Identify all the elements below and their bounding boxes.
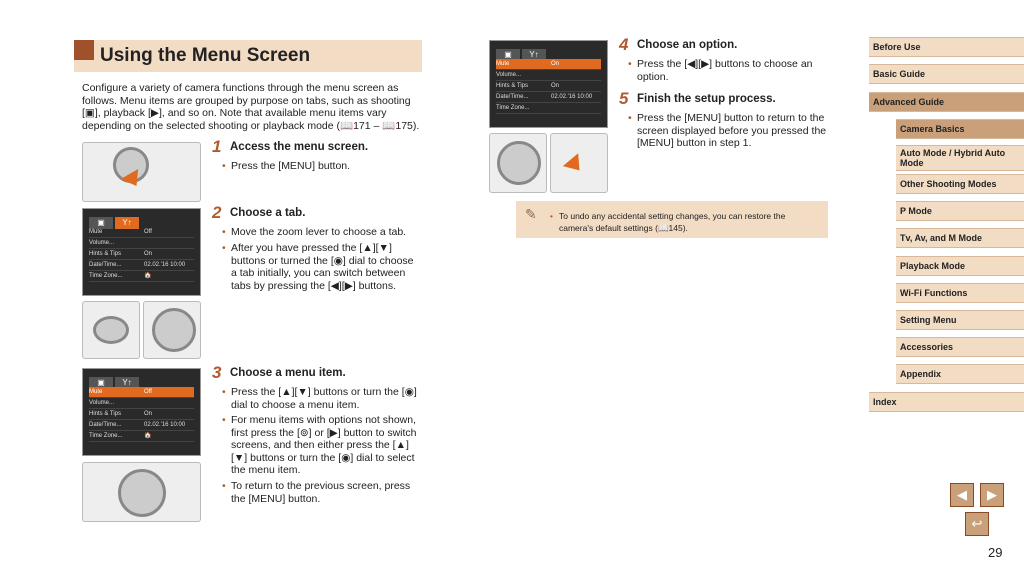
setup-tab-icon: Y↑ xyxy=(115,217,139,229)
lcd-row-selected: Mute On xyxy=(496,59,601,70)
nav-wifi-functions[interactable]: Wi-Fi Functions xyxy=(896,283,1024,303)
lcd-screen-step3 xyxy=(82,368,201,456)
step-2-title: Choose a tab. xyxy=(230,207,306,219)
lcd-screen-step2 xyxy=(82,208,201,296)
zoom-lever xyxy=(93,316,129,344)
camera-tab-icon: ▣ xyxy=(89,377,113,389)
camera-tab-icon: ▣ xyxy=(496,49,520,61)
lcd-row: Volume... xyxy=(89,398,194,409)
zoom-lever-photo xyxy=(82,301,140,359)
step-3-bullet-1: • Press the [▲][▼] buttons or turn the [◉] dial to choose a menu item. xyxy=(231,386,421,411)
step-1-bullet: • Press the [MENU] button. xyxy=(231,160,421,173)
step-4-number: 4 xyxy=(619,35,629,54)
step-3-title: Choose a menu item. xyxy=(230,367,346,379)
nav-accessories[interactable]: Accessories xyxy=(896,337,1024,357)
nav-tv-av-m-mode[interactable]: Tv, Av, and M Mode xyxy=(896,228,1024,248)
lcd-row: Date/Time... 02.02.'16 10:00 xyxy=(89,420,194,431)
menu-button-photo xyxy=(550,133,608,193)
lcd-row: Mute Off xyxy=(89,227,194,238)
intro-text: Configure a variety of camera functions through the menu screen as follows. Menu items are grouped by purpose on tabs, such as shooting [▣], playback [▶], and so on. Note that available menu items vary depending on the selected shooting or playback mode (📖171 – 📖175). xyxy=(82,82,420,132)
step-1-number: 1 xyxy=(212,137,222,156)
return-button[interactable]: ↩ xyxy=(965,512,989,536)
nav-playback-mode[interactable]: Playback Mode xyxy=(896,256,1024,276)
page-title: Using the Menu Screen xyxy=(100,45,311,66)
dial-buttons-photo xyxy=(82,462,201,522)
lcd-screen-step4 xyxy=(489,40,608,128)
lcd-row: Hints & Tips On xyxy=(496,81,601,92)
prev-page-button[interactable]: ◀ xyxy=(950,483,974,507)
control-dial xyxy=(152,308,196,352)
nav-setting-menu[interactable]: Setting Menu xyxy=(896,310,1024,330)
control-dial-photo xyxy=(143,301,201,359)
step-4-title: Choose an option. xyxy=(637,39,738,51)
nav-p-mode[interactable]: P Mode xyxy=(896,201,1024,221)
nav-camera-basics[interactable]: Camera Basics xyxy=(896,119,1024,139)
lcd-row: Time Zone... 🏠 xyxy=(89,431,194,442)
page-number: 29 xyxy=(988,545,1003,560)
lcd-row: Volume... xyxy=(89,238,194,249)
step-2-bullet-1: • Move the zoom lever to choose a tab. xyxy=(231,226,421,239)
step-2-number: 2 xyxy=(212,203,222,222)
lcd-row: Volume... xyxy=(496,70,601,81)
control-dial xyxy=(118,469,166,517)
lcd-row: Time Zone... 🏠 xyxy=(89,271,194,282)
nav-appendix[interactable]: Appendix xyxy=(896,364,1024,384)
press-arrow-icon xyxy=(563,153,587,177)
nav-auto-mode[interactable]: Auto Mode / Hybrid Auto Mode xyxy=(896,145,1024,171)
nav-advanced-guide[interactable]: Advanced Guide xyxy=(869,92,1024,112)
step-2-bullet-2: • After you have pressed the [▲][▼] buttons or turned the [◉] dial to choose a tab initially, you can switch between tabs by pressing the [◀][▶] buttons. xyxy=(231,242,421,292)
nav-other-shooting-modes[interactable]: Other Shooting Modes xyxy=(896,174,1024,194)
step-3-bullet-2: • For menu items with options not shown, first press the [⊚] or [▶] button to switch screens, and then either press the [▲][▼] buttons or turn the [◉] dial to select the menu item. xyxy=(231,414,421,477)
step-3-number: 3 xyxy=(212,363,222,382)
title-marker xyxy=(74,40,94,60)
step-5-number: 5 xyxy=(619,89,629,108)
setup-tab-icon: Y↑ xyxy=(115,377,139,389)
step-5-title: Finish the setup process. xyxy=(637,93,776,105)
lcd-row: Time Zone... xyxy=(496,103,601,114)
step-5-bullet: • Press the [MENU] button to return to the screen displayed before you pressed the [MENU] button in step 1. xyxy=(637,112,827,150)
nav-basic-guide[interactable]: Basic Guide xyxy=(869,64,1024,84)
note-text: • To undo any accidental setting changes, you can restore the camera's default settings (📖145). xyxy=(559,210,819,234)
step-1-title: Access the menu screen. xyxy=(230,141,369,153)
lcd-row: Hints & Tips On xyxy=(89,409,194,420)
nav-index[interactable]: Index xyxy=(869,392,1024,412)
step-4-bullet: • Press the [◀][▶] buttons to choose an option. xyxy=(637,58,827,83)
note-box xyxy=(516,201,828,238)
camera-photo-menu-button xyxy=(82,142,201,202)
step-3-bullet-3: • To return to the previous screen, press the [MENU] button. xyxy=(231,480,421,505)
lcd-row-selected: Mute Off xyxy=(89,387,194,398)
lcd-row: Hints & Tips On xyxy=(89,249,194,260)
next-page-button[interactable]: ▶ xyxy=(980,483,1004,507)
lcd-row: Date/Time... 02.02.'16 10:00 xyxy=(496,92,601,103)
nav-before-use[interactable]: Before Use xyxy=(869,37,1024,57)
setup-tab-icon: Y↑ xyxy=(522,49,546,61)
control-dial xyxy=(497,141,541,185)
lr-buttons-photo xyxy=(489,133,547,193)
camera-tab-icon: ▣ xyxy=(89,217,113,229)
lcd-row: Date/Time... 02.02.'16 10:00 xyxy=(89,260,194,271)
pencil-icon: ✎ xyxy=(525,206,537,222)
